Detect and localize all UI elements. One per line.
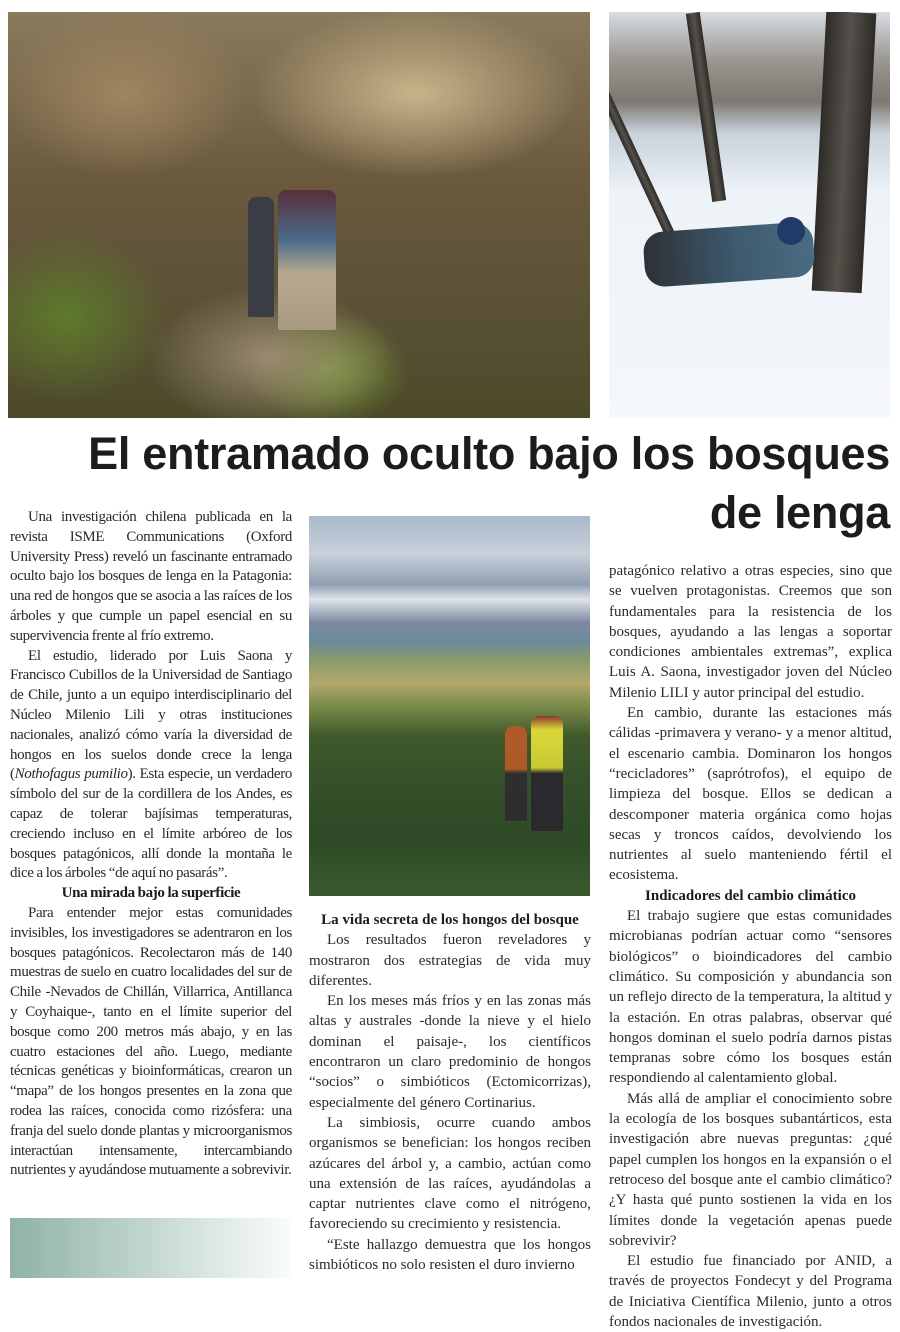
decorative-gradient-box bbox=[10, 1218, 291, 1278]
paragraph: La simbiosis, ocurre cuando ambos organismos se benefician: los hongos reciben azúcares del árbol y, a cambio, actúan como una extensión de las raíces, ayudándolas a captar nutrientes clave como el nitrógeno, favoreciendo su crecimiento y resistencia. bbox=[309, 1114, 591, 1233]
title-line-2: de lenga bbox=[709, 487, 890, 538]
paragraph bbox=[10, 647, 292, 885]
photo-hikers-forest-trail bbox=[8, 12, 590, 418]
paragraph: “Este hallazgo demuestra que los hongos simbióticos no solo resisten el duro invierno bbox=[309, 1236, 591, 1274]
section-heading: La vida secreta de los hongos del bosque bbox=[321, 912, 579, 928]
paragraph: Más allá de ampliar el conocimiento sobre la ecología de los bosques subantárticos, esta investigación abre nuevas preguntas: ¿qué papel cumplen los hongos en la expansión o el retroceso del bosque ante el cambio climático? ¿Y hasta qué punto sostienen la vida en los límites donde la vegetación apenas puede sobrevivir? bbox=[609, 1090, 892, 1249]
photo-researcher-in-snow bbox=[609, 12, 890, 418]
hiker-figure bbox=[505, 726, 527, 821]
species-name: Nothofagus pumilio bbox=[14, 766, 128, 783]
researcher-head bbox=[777, 217, 805, 245]
hiker-figure bbox=[278, 190, 336, 330]
tree-trunk bbox=[609, 78, 674, 236]
tree-trunk bbox=[686, 12, 726, 202]
paragraph: Una investigación chilena publicada en la revista ISME Communications (Oxford University Press) reveló un fascinante entramado oculto bajo los bosques de lenga en la Patagonia: una red de hongos que se asocia a las raíces de los árboles y que cumple un papel esencial en su supervivencia frente al frío extremo. bbox=[10, 509, 292, 644]
text-span: El estudio, liderado por Luis Saona y Francisco Cubillos de la Universidad de Santiago de Chile, junto a un equipo interdisciplinario del Núcleo Milenio Lili y otras instituciones nacionales, analizó cómo varía la diversidad de hongos en los suelos donde crece la lenga ( bbox=[10, 647, 292, 783]
photo-hikers-mountain-view bbox=[309, 516, 590, 896]
section-heading: Indicadores del cambio climático bbox=[645, 887, 856, 904]
section-heading: Una mirada bajo la superficie bbox=[61, 885, 241, 902]
paragraph: patagónico relativo a otras especies, sino que se vuelven protagonistas. Creemos que son fundamentales para la resistencia de los bosques, ayudando a las lengas a soportar condiciones ambientales extremas”, explica Luis A. Saona, investigador joven del Núcleo Milenio LILI y autor principal del estudio. bbox=[609, 563, 892, 701]
paragraph: El trabajo sugiere que estas comunidades microbianas podrían actuar como “sensores biológicos” o bioindicadores del cambio climático. Su composición y abundancia son un reflejo directo de la temperatura, la altitud y la estación. En otras palabras, observar qué hongos dominan el suelo podría darnos pistas tempranas sobre cómo los bosques están respondiendo al calentamiento global. bbox=[609, 908, 892, 1087]
paragraph: Los resultados fueron reveladores y mostraron dos estrategias de vida muy diferentes. bbox=[309, 932, 591, 989]
paragraph: En los meses más fríos y en las zonas más altas y australes -donde la nieve y el hielo dominan el paisaje-, los científicos encontraron un claro predominio de hongos “socios” o simbióticos (Ectomicorrizas), especialmente del género Cortinarius. bbox=[309, 993, 591, 1111]
paragraph: Para entender mejor estas comunidades invisibles, los investigadores se adentraron en los bosques patagónicos. Recolectaron más de 140 muestras de suelo en cuatro localidades del sur de Chile -Nevados de Chillán, Villarrica, Antillanca y Coyhaique-, tanto en el límite superior del bosque como 200 metros más abajo, y en las cuatro estaciones del año. Luego, mediante técnicas genéticas y bioinformáticas, crearon un “mapa” de los hongos presentes en la zona que rodea las raíces, conocida como rizósfera: una franja del suelo donde plantas y microorganismos interactúan intensamente, intercambiando nutrientes y ayudándose mutuamente a sobrevivir. bbox=[10, 904, 292, 1179]
hiker-figure bbox=[248, 197, 274, 317]
tree-trunk bbox=[812, 12, 877, 293]
paragraph: El estudio fue financiado por ANID, a través de proyectos Fondecyt y del Programa de Iniciativa Científica Milenio, junto a otros fondos nacionales de investigación. bbox=[609, 1253, 892, 1330]
text-span: ). Esta especie, un verdadero símbolo del sur de la cordillera de los Andes, es capaz de tolerar bajísimas temperaturas, creciendo incluso en el límite arbóreo de los bosques patagónicos, allí donde la montaña le dice a los árboles “de aquí no pasarás”. bbox=[10, 766, 292, 882]
title-line-1: El entramado oculto bajo los bosques bbox=[88, 428, 890, 479]
paragraph: En cambio, durante las estaciones más cálidas -primavera y verano- y a menor altitud, el escenario cambia. Dominaron los hongos “recicladores” (saprótrofos), el equipo de limpieza del bosque. Ellos se dedican a descomponer materia orgánica como hojas secas y troncos caídos, devolviendo los nutrientes al suelo manteniendo fértil el ecosistema. bbox=[609, 705, 892, 884]
column-3 bbox=[609, 561, 892, 1332]
column-1 bbox=[10, 508, 292, 1181]
column-2 bbox=[309, 910, 591, 1275]
hiker-figure bbox=[531, 716, 563, 831]
